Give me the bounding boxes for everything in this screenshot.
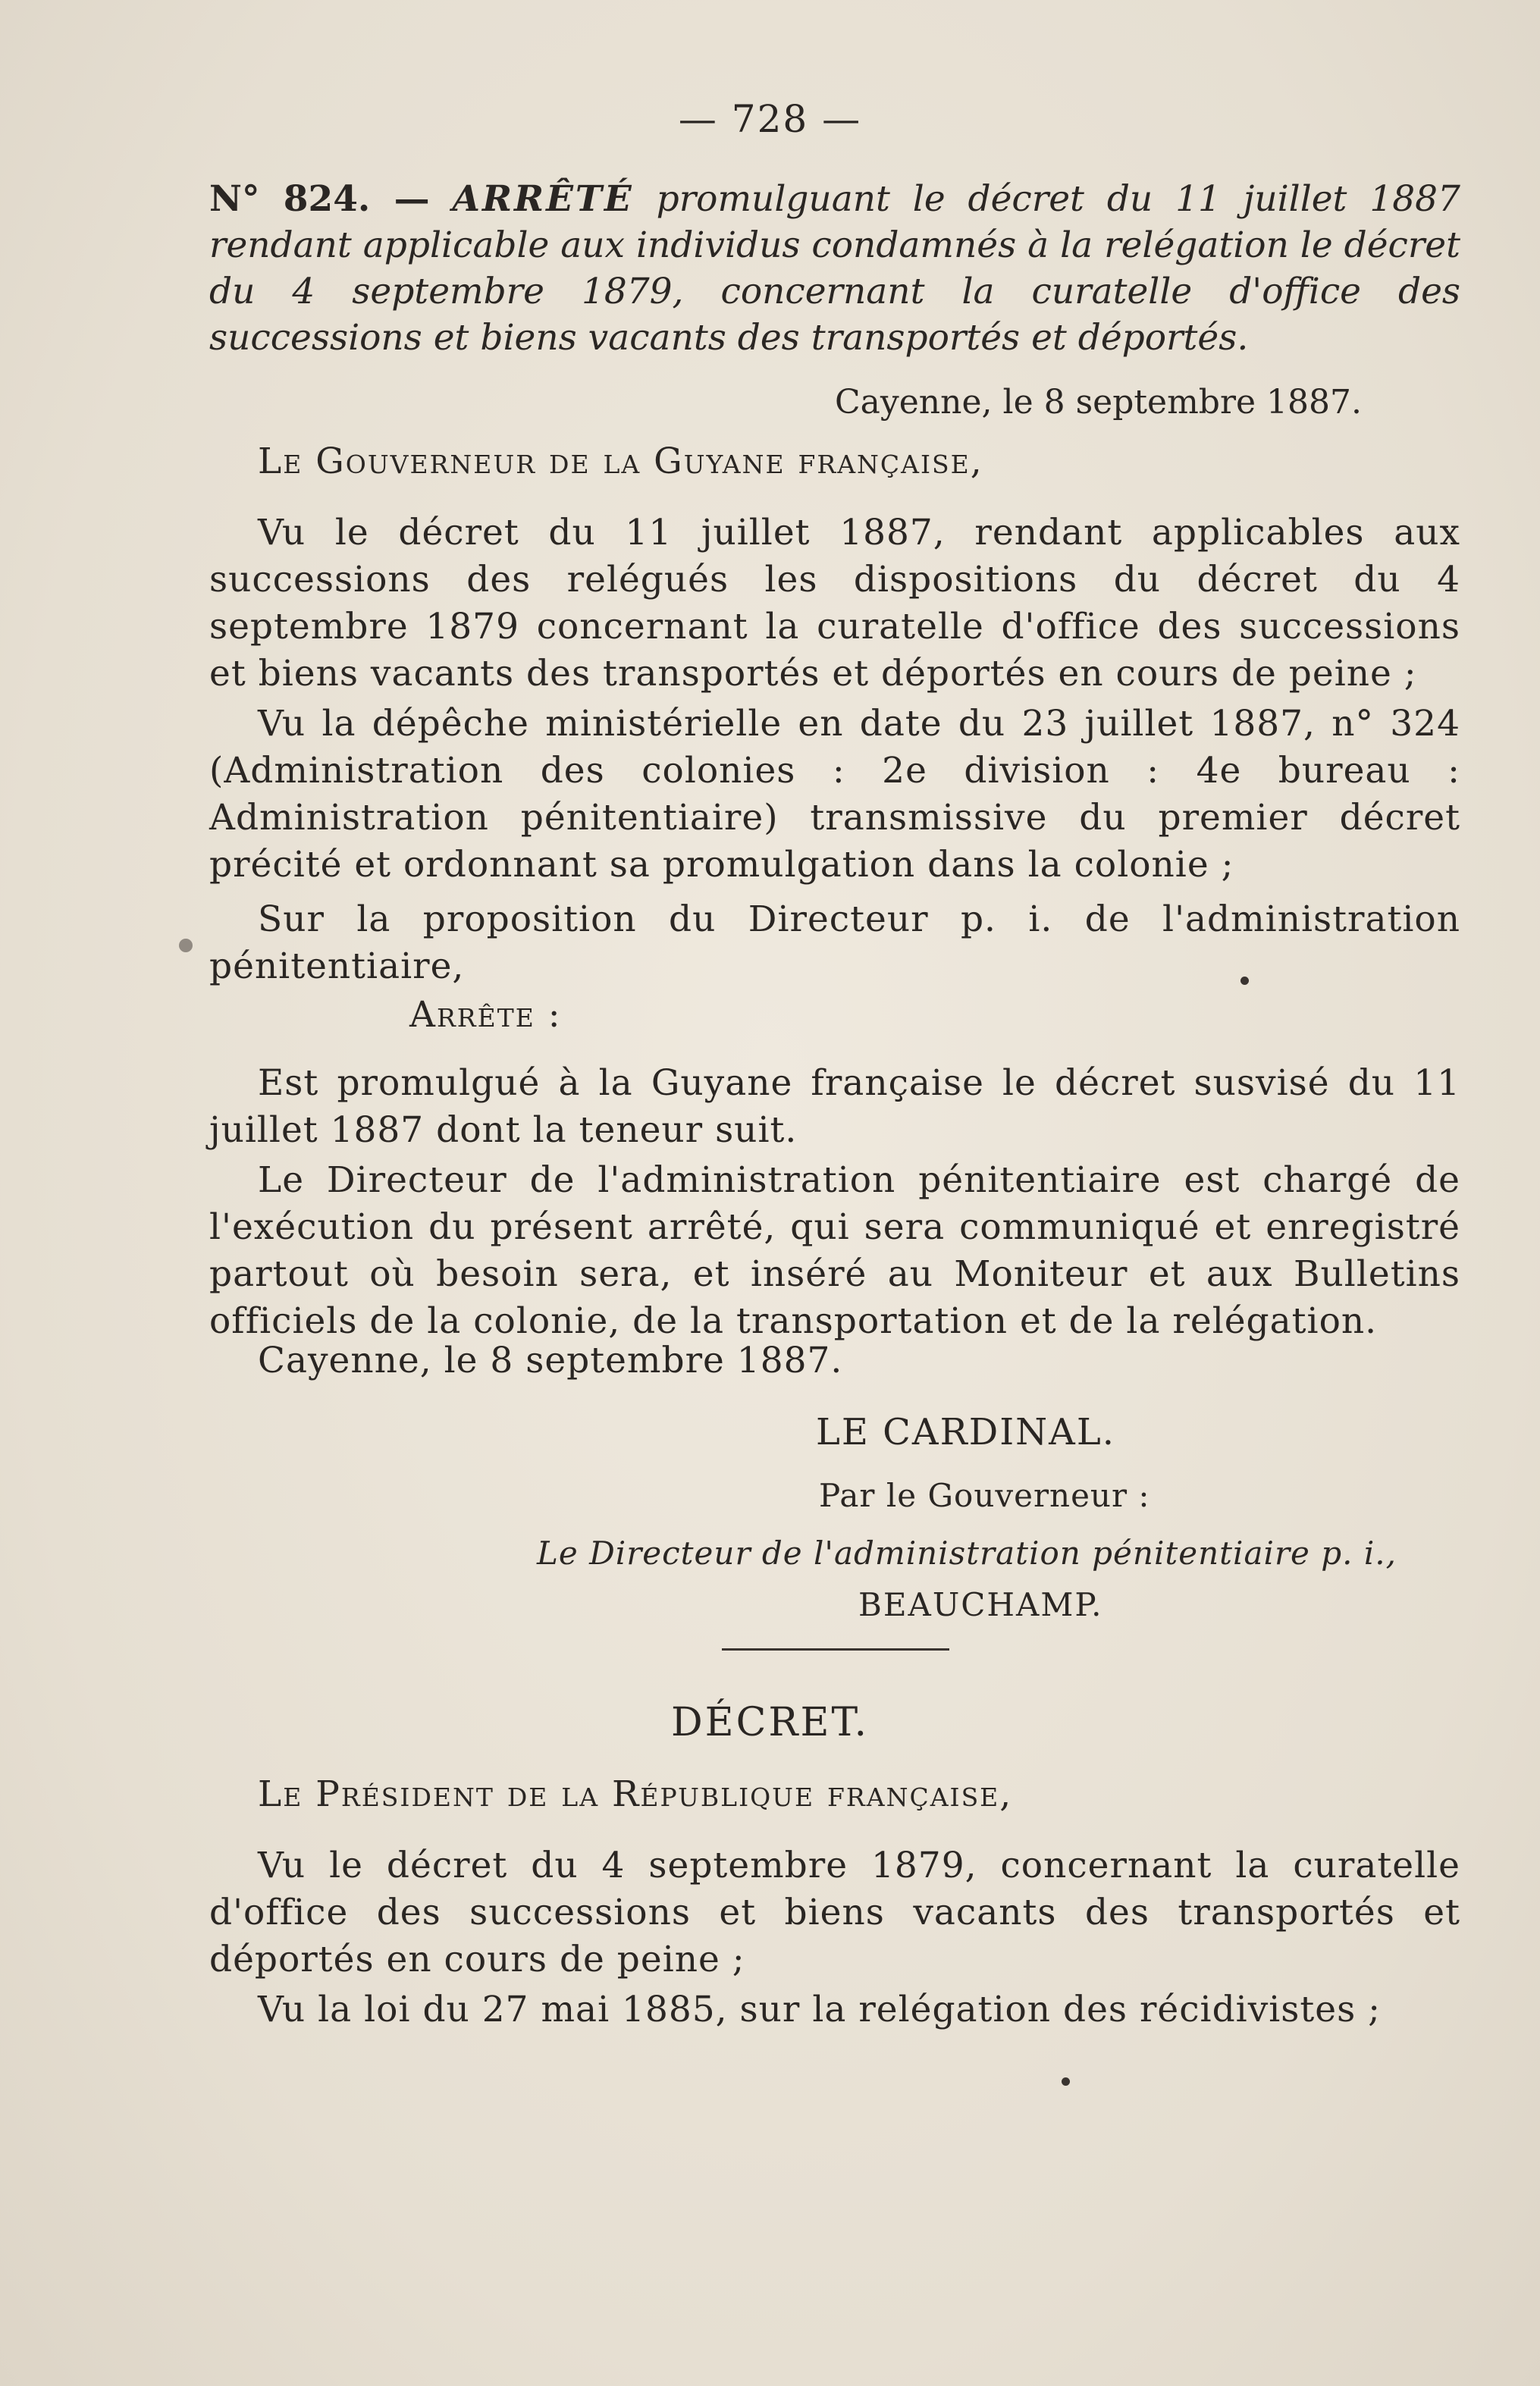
recitals-governor: [209, 509, 1460, 990]
addressee-governor: Le Gouverneur de la Guyane française,: [258, 441, 983, 482]
dateline-bottom: Cayenne, le 8 septembre 1887.: [258, 1340, 843, 1381]
signature-par: Par le Gouverneur :: [819, 1477, 1150, 1514]
recitals-president: [209, 1842, 1460, 2033]
recital-paragraph: Sur la proposition du Directeur p. i. de l'administration pénitentiaire,: [209, 898, 1460, 987]
addressee-president: Le Président de la République française,: [258, 1773, 1013, 1815]
article-paragraph: Est promulgué à la Guyane française le décret susvisé du 11 juillet 1887 dont la teneur suit.: [209, 1062, 1460, 1151]
page-number: — 728 —: [678, 97, 862, 141]
arrete-label: Arrête :: [409, 994, 562, 1036]
articles: [209, 1060, 1460, 1345]
decree-heading: [209, 176, 1460, 361]
decret-title: DÉCRET.: [670, 1700, 870, 1745]
ink-speck: [1062, 2077, 1070, 2086]
signature-countersign: BEAUCHAMP.: [858, 1586, 1103, 1623]
heading-description: promulguant le décret du 11 juillet 1887 rendant applicable aux individus condamnés à la relégation le décret du 4 septembre 1879, concernant la curatelle d'office des successions et biens vacants des transportés et déportés.: [209, 178, 1460, 359]
dateline-top: Cayenne, le 8 septembre 1887.: [835, 383, 1362, 422]
recital-paragraph: Vu la dépêche ministérielle en date du 23 juillet 1887, n° 324 (Administration des colonies : 2e division : 4e bureau : Administration pénitentiaire) transmissive du premier décret précité et ordonnant sa promulgation dans la colonie ;: [209, 703, 1460, 886]
ink-speck: [179, 939, 193, 952]
signature-name: LE CARDINAL.: [816, 1411, 1115, 1453]
recital-paragraph: Vu le décret du 11 juillet 1887, rendant applicables aux successions des relégués les dispositions du décret du 4 septembre 1879 concernant la curatelle d'office des successions et biens vacants des transportés et déportés en cours de peine ;: [209, 512, 1460, 694]
recital-paragraph: Vu le décret du 4 septembre 1879, concernant la curatelle d'office des successions et biens vacants des transportés et déportés en cours de peine ;: [209, 1845, 1460, 1980]
heading-number: N° 824. —: [209, 178, 430, 220]
article-paragraph: Le Directeur de l'administration pénitentiaire est chargé de l'exécution du présent arrêté, qui sera communiqué et enregistré partout où besoin sera, et inséré au Moniteur et aux Bulletins officiels de la colonie, de la transportation et de la relégation.: [209, 1159, 1460, 1342]
ink-speck: [1240, 977, 1249, 985]
heading-title: ARRÊTÉ: [452, 178, 634, 220]
signature-role: Le Directeur de l'administration pénitentiaire p. i.,: [537, 1535, 1397, 1572]
recital-paragraph: Vu la loi du 27 mai 1885, sur la relégation des récidivistes ;: [258, 1989, 1381, 2030]
separator-rule: [722, 1648, 949, 1651]
